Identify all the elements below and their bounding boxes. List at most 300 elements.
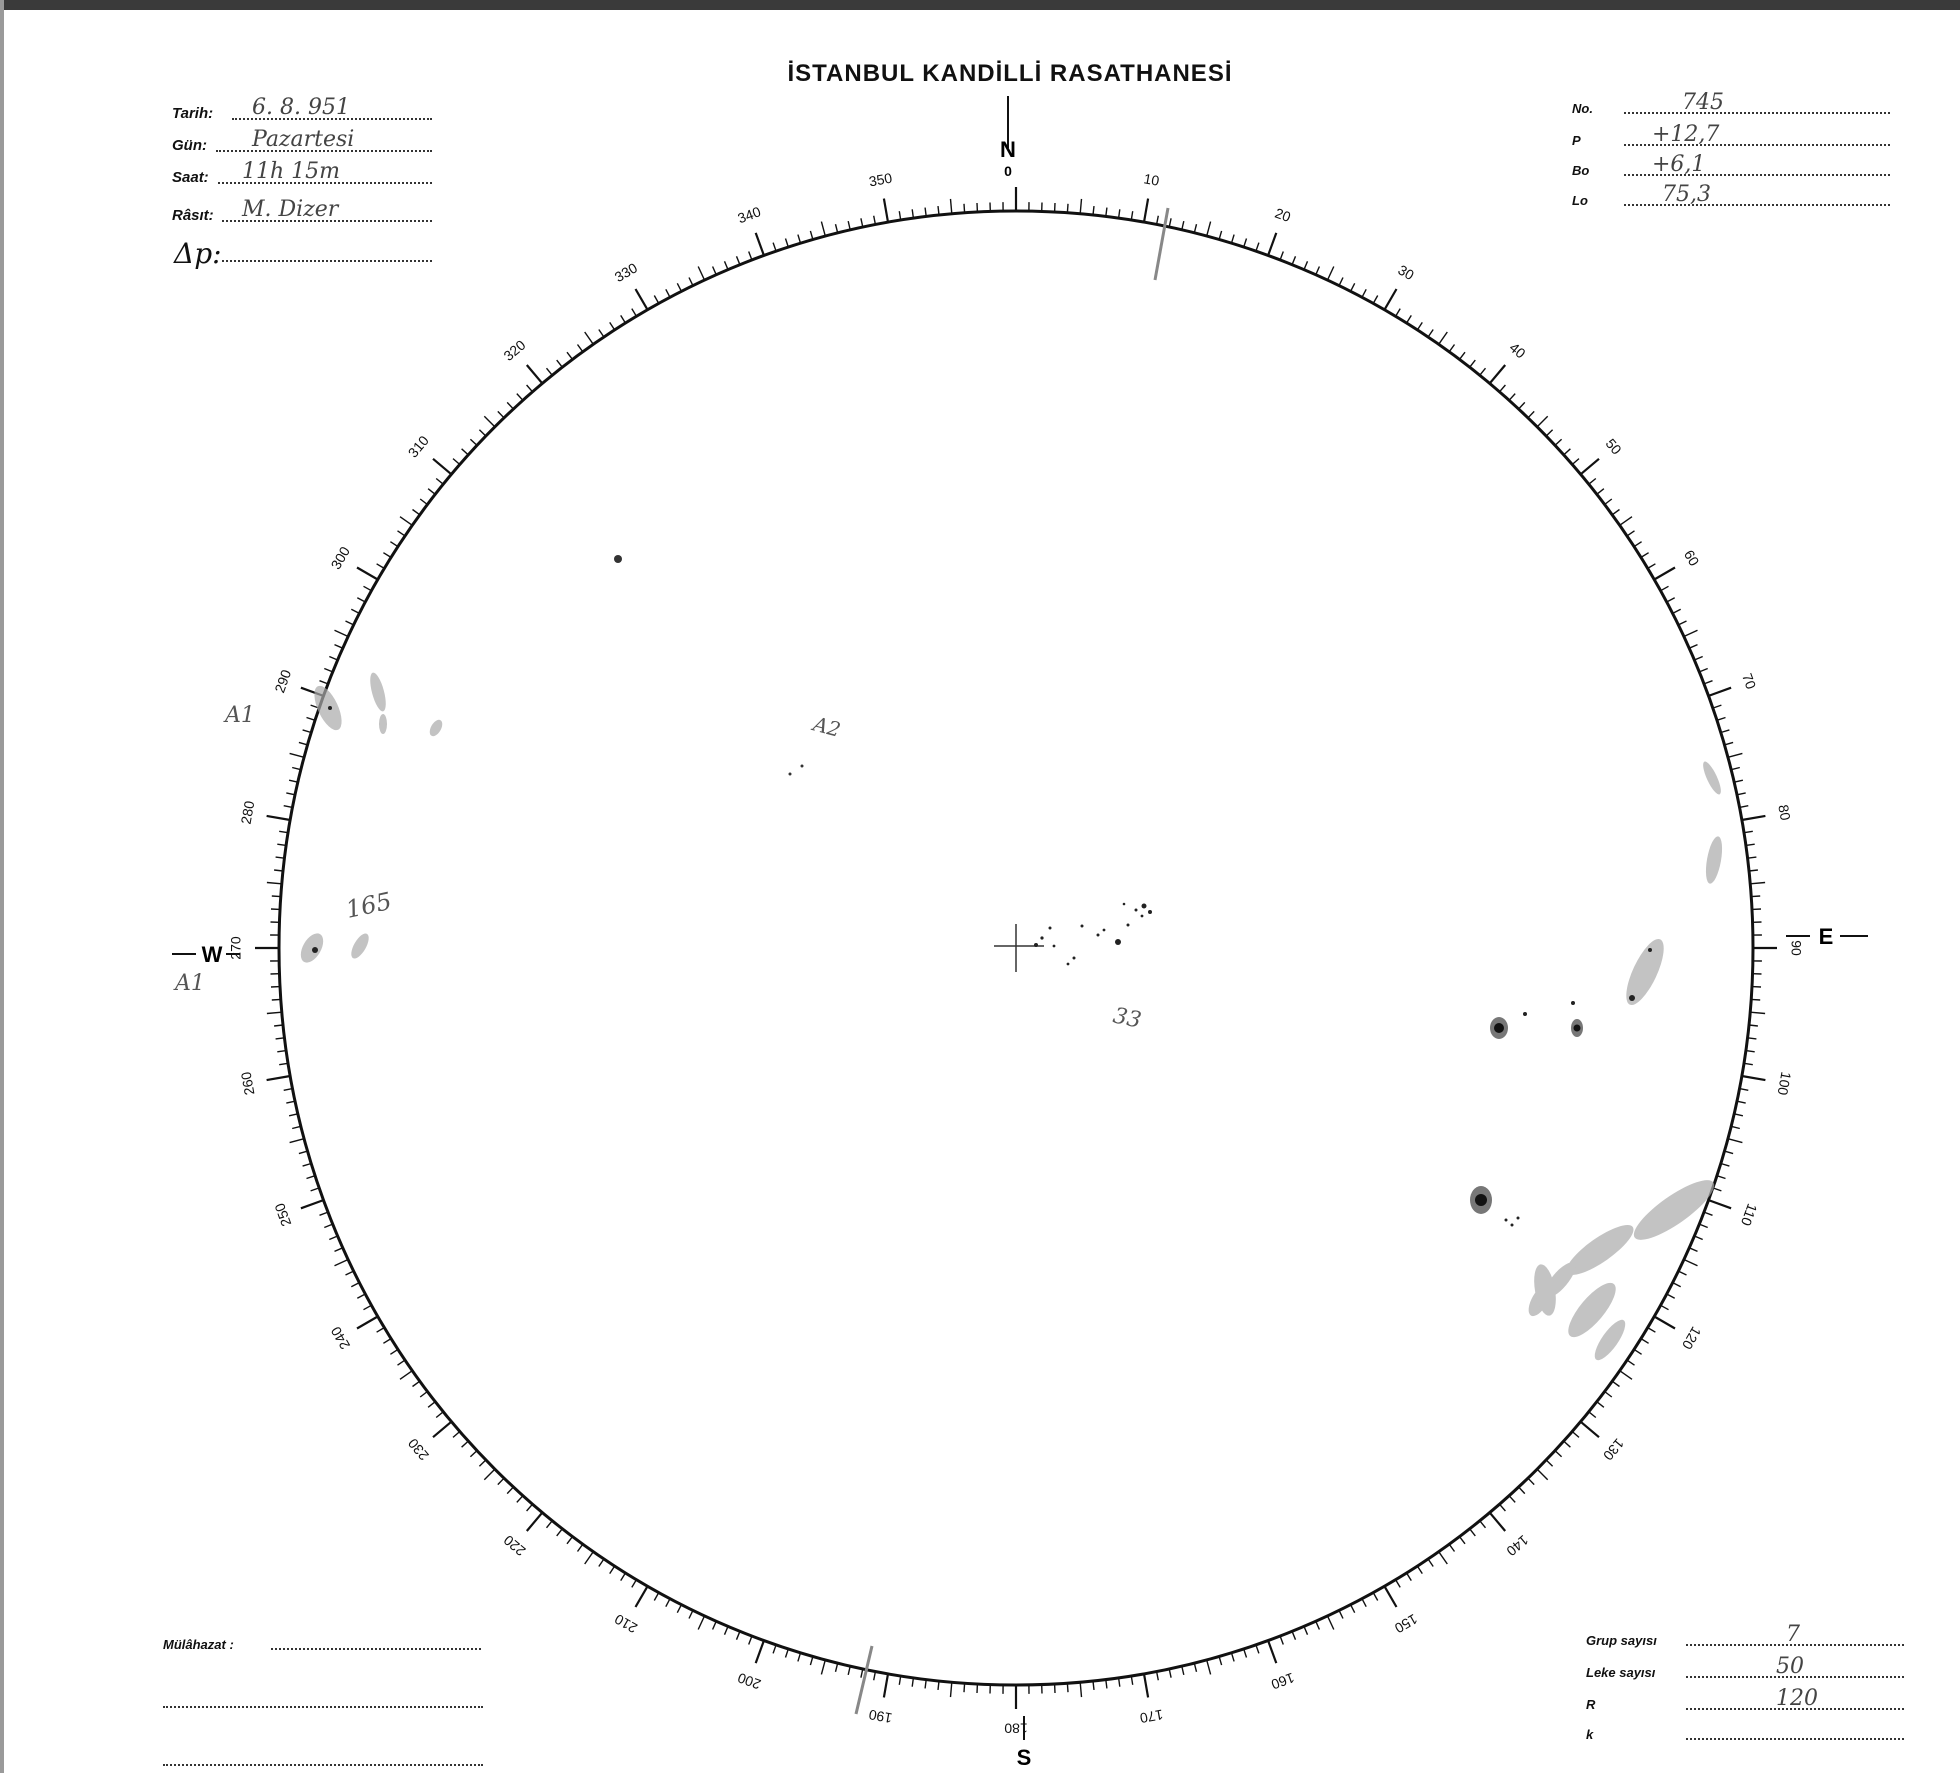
dial-tick	[364, 1305, 372, 1309]
dial-tick	[1678, 621, 1686, 625]
dial-tick	[1144, 1674, 1148, 1698]
dial-tick	[462, 1441, 469, 1447]
dial-tick	[1648, 1328, 1656, 1333]
dial-tick	[1751, 896, 1760, 897]
dial-tick	[1067, 204, 1068, 213]
dial-tick	[1704, 681, 1713, 684]
no-label: No.	[1572, 101, 1593, 116]
leke-value: 50	[1776, 1654, 1804, 1679]
dial-tick	[383, 1339, 391, 1344]
dial-tick	[798, 1653, 801, 1662]
dial-tick	[1564, 1441, 1571, 1447]
dial-tick	[346, 621, 354, 625]
dial-tick	[1546, 430, 1552, 436]
dial-tick	[527, 1513, 543, 1531]
dial-tick	[1620, 517, 1632, 526]
dial-tick	[1268, 1641, 1276, 1664]
dial-tick	[470, 1451, 477, 1457]
dial-tick	[1519, 1487, 1525, 1494]
dial-tick	[585, 332, 594, 344]
dial-tick	[1699, 669, 1707, 672]
dial-tick	[289, 1114, 298, 1116]
dial-tick	[267, 1012, 282, 1013]
dial-label: 160	[1269, 1669, 1297, 1693]
no-value: 745	[1682, 90, 1724, 115]
dial-tick	[527, 365, 543, 383]
dial-tick	[632, 1580, 637, 1588]
dial-tick	[836, 1663, 838, 1672]
dial-tick	[1407, 315, 1412, 323]
dial-tick	[1080, 1682, 1081, 1697]
dial-tick	[1207, 1660, 1211, 1675]
delta-p-label: Δp:	[174, 237, 222, 270]
dial-tick	[1749, 870, 1758, 871]
dial-tick	[1634, 1349, 1642, 1354]
dial-tick	[1362, 1599, 1366, 1607]
dial-tick	[1351, 283, 1355, 291]
dial-tick	[357, 1294, 365, 1298]
dial-label: 10	[1142, 170, 1161, 189]
dial-tick	[377, 1328, 385, 1333]
sunspot-west-upper	[328, 706, 332, 710]
dial-tick	[498, 1478, 504, 1484]
dial-tick	[698, 1616, 704, 1630]
dial-tick	[964, 204, 965, 213]
dial-tick	[1704, 1212, 1713, 1215]
dial-label: 50	[1602, 435, 1625, 458]
dial-tick	[1232, 1653, 1235, 1662]
dial-tick	[1620, 1371, 1632, 1380]
rasit-label: Râsıt:	[172, 207, 214, 224]
dial-tick	[1546, 1460, 1552, 1466]
dial-label: 190	[867, 1706, 894, 1727]
k-label: k	[1586, 1727, 1594, 1742]
dial-tick	[1362, 289, 1366, 297]
dial-tick	[1684, 630, 1698, 636]
p-label: P	[1572, 133, 1581, 148]
dial-tick	[428, 489, 435, 495]
dial-tick	[1304, 1626, 1308, 1634]
dial-tick	[1689, 1248, 1697, 1252]
dial-tick	[320, 681, 329, 684]
dial-tick	[1673, 609, 1681, 613]
dial-tick	[1256, 243, 1259, 252]
dial-tick	[1244, 239, 1247, 248]
dial-tick	[677, 283, 681, 291]
dial-tick	[1373, 296, 1377, 304]
dial-tick	[1316, 267, 1320, 275]
dial-tick	[884, 1674, 888, 1698]
dial-tick	[1731, 768, 1740, 770]
dial-label: 120	[1678, 1324, 1705, 1353]
dial-tick	[773, 243, 776, 252]
pencil-axis-mark-top	[1155, 208, 1168, 280]
dial-tick	[1537, 416, 1548, 427]
dial-tick	[1396, 1580, 1401, 1588]
dial-tick	[267, 816, 291, 820]
dial-tick	[1480, 368, 1486, 375]
dial-tick	[307, 1176, 316, 1179]
dial-tick	[821, 1660, 825, 1675]
dial-tick	[1728, 753, 1743, 757]
dial-tick	[798, 235, 801, 244]
dial-tick	[1612, 1381, 1619, 1386]
dial-tick	[1292, 256, 1295, 264]
dial-tick	[1244, 1649, 1247, 1658]
dial-tick	[1373, 1593, 1377, 1601]
dial-tick	[398, 1360, 406, 1365]
dial-tick	[874, 1672, 876, 1681]
dial-label: 110	[1737, 1201, 1761, 1229]
dial-tick	[1417, 322, 1422, 330]
p-value: +12,7	[1652, 122, 1720, 147]
dial-tick	[1256, 1645, 1259, 1654]
dial-tick	[1470, 360, 1476, 367]
dial-tick	[1734, 1114, 1743, 1116]
dial-tick	[1385, 289, 1397, 310]
east-label: E	[1818, 924, 1834, 949]
dial-tick	[1597, 1402, 1604, 1408]
dial-tick	[299, 742, 308, 745]
saat-label: Saat:	[172, 169, 209, 186]
dial-tick	[324, 669, 332, 672]
dial-tick	[433, 459, 451, 475]
dial-tick	[400, 1371, 412, 1380]
dial-label: 180	[1004, 1720, 1028, 1737]
dial-tick	[383, 553, 391, 558]
dial-tick	[1460, 352, 1466, 359]
dial-tick	[1232, 235, 1235, 244]
r-label: R	[1586, 1697, 1596, 1712]
dial-tick	[557, 1529, 563, 1536]
dial-tick	[848, 221, 850, 230]
dial-tick	[400, 517, 412, 526]
dial-tick	[654, 296, 658, 304]
dial-tick	[1268, 233, 1276, 256]
dial-tick	[951, 1682, 952, 1697]
faculae-east-limb	[1524, 760, 1725, 1365]
dial-tick	[836, 224, 838, 233]
dial-tick	[654, 1593, 658, 1601]
dial-tick	[433, 1422, 451, 1438]
dial-tick	[1717, 718, 1726, 721]
grup-label: Grup sayısı	[1586, 1633, 1657, 1648]
dial-tick	[1751, 999, 1760, 1000]
dial-tick	[1684, 1260, 1698, 1266]
dial-tick	[1717, 1176, 1726, 1179]
dial-tick	[1667, 1294, 1675, 1298]
dial-tick	[1219, 231, 1222, 240]
dial-tick	[507, 1487, 513, 1494]
dial-tick	[636, 1586, 648, 1607]
dial-tick	[1470, 1529, 1476, 1536]
dial-tick	[1678, 1271, 1686, 1275]
dial-tick	[1713, 705, 1722, 708]
annotation-a1-lower: A1	[175, 971, 205, 996]
dial-tick	[1694, 1236, 1702, 1240]
dial-tick	[1439, 1552, 1448, 1564]
dial-label: 90	[1788, 940, 1805, 956]
dial-tick	[453, 459, 460, 465]
dial-tick	[786, 1649, 789, 1658]
dial-tick	[1537, 1469, 1548, 1480]
dial-tick	[1144, 199, 1148, 223]
dial-tick	[1581, 1422, 1599, 1438]
dial-tick	[1605, 499, 1612, 505]
dial-tick	[357, 598, 365, 602]
dial-tick	[1339, 1610, 1343, 1618]
bo-label: Bo	[1572, 163, 1590, 178]
leke-label: Leke sayısı	[1586, 1665, 1656, 1680]
gun-label: Gün:	[172, 137, 207, 154]
dial-tick	[1500, 1504, 1506, 1511]
dial-tick	[329, 1236, 337, 1240]
dial-label: 140	[1503, 1532, 1532, 1560]
dial-label: 330	[611, 259, 640, 286]
dial-tick	[1737, 1101, 1746, 1103]
dial-tick	[390, 1349, 398, 1354]
dial-tick	[1731, 1126, 1740, 1128]
dial-tick	[498, 411, 504, 417]
dial-tick	[1661, 1305, 1669, 1309]
dial-tick	[1749, 1025, 1758, 1026]
dial-tick	[1694, 657, 1702, 661]
dial-tick	[1634, 542, 1642, 547]
dial-tick	[1528, 411, 1534, 417]
dial-tick	[1627, 531, 1635, 536]
dial-label: 100	[1774, 1070, 1795, 1097]
observatory-title: İSTANBUL KANDİLLİ RASATHANESİ	[787, 60, 1233, 87]
dial-tick	[335, 645, 343, 649]
dial-tick	[567, 1537, 573, 1544]
sunspot-isolated-upper-left	[614, 555, 622, 563]
dial-tick	[810, 1656, 813, 1665]
dial-tick	[1528, 1478, 1534, 1484]
dial-tick	[420, 499, 427, 505]
dial-tick	[964, 1683, 965, 1692]
dial-tick	[677, 1605, 681, 1613]
dial-tick	[737, 1631, 740, 1639]
dial-tick	[1605, 1392, 1612, 1398]
dial-tick	[749, 252, 752, 261]
dial-tick	[307, 718, 316, 721]
gun-value: Pazartesi	[252, 127, 355, 152]
dial-tick	[861, 218, 863, 227]
dial-tick	[578, 1544, 583, 1551]
dial-tick	[610, 1566, 615, 1574]
dial-tick	[1654, 1317, 1675, 1329]
dial-tick	[821, 222, 825, 237]
dial-label: 240	[327, 1324, 354, 1353]
dial-tick	[436, 1412, 443, 1418]
dial-tick	[299, 1151, 308, 1154]
dial-tick	[621, 315, 626, 323]
mulahazat-label: Mülâhazat :	[163, 1637, 234, 1652]
dial-tick	[547, 368, 553, 375]
dial-tick	[1572, 1432, 1579, 1438]
dial-tick	[289, 780, 298, 782]
dial-tick	[1417, 1566, 1422, 1574]
dial-tick	[335, 1260, 349, 1266]
dial-tick	[272, 999, 281, 1000]
dial-tick	[1612, 510, 1619, 515]
dial-tick	[1093, 1681, 1094, 1690]
dial-tick	[1080, 199, 1081, 214]
dial-label: 260	[237, 1070, 258, 1097]
dial-tick	[436, 479, 443, 485]
dial-tick	[527, 1504, 533, 1511]
dial-label: 30	[1395, 261, 1417, 284]
dial-tick	[1407, 1573, 1412, 1581]
dial-tick	[1480, 1521, 1486, 1528]
dial-tick	[286, 793, 295, 795]
dial-tick	[1689, 645, 1697, 649]
dial-tick	[390, 542, 398, 547]
dial-tick	[335, 1248, 343, 1252]
saat-value: 11h 15m	[242, 159, 341, 184]
dial-tick	[303, 1164, 312, 1167]
dial-tick	[725, 1626, 729, 1634]
dial-tick	[1194, 1663, 1196, 1672]
dial-tick	[1509, 1496, 1515, 1503]
dial-tick	[351, 609, 359, 613]
annotation-a1-upper: A1	[225, 703, 255, 728]
dial-tick	[284, 1089, 293, 1091]
dial-tick	[1194, 224, 1196, 233]
dial-tick	[517, 1496, 523, 1503]
dial-tick	[810, 231, 813, 240]
dial-tick	[527, 385, 533, 392]
north-label: N	[1000, 137, 1016, 162]
dial-tick	[861, 1669, 863, 1678]
dial-tick	[1589, 1412, 1596, 1418]
dial-tick	[324, 1224, 332, 1227]
dial-tick	[1428, 330, 1433, 338]
dial-tick	[698, 267, 704, 281]
dial-tick	[689, 1610, 693, 1618]
bo-value: +6,1	[1652, 152, 1706, 177]
dial-tick	[1667, 598, 1675, 602]
dial-tick	[1439, 332, 1448, 344]
dial-tick	[311, 1188, 320, 1191]
dial-label: 220	[500, 1532, 529, 1560]
dial-tick	[1564, 449, 1571, 455]
dial-tick	[632, 309, 637, 317]
lo-label: Lo	[1572, 193, 1588, 208]
dial-tick	[1093, 206, 1094, 215]
dial-tick	[479, 1460, 485, 1466]
dial-tick	[737, 256, 740, 264]
dial-tick	[1219, 1656, 1222, 1665]
dial-tick	[484, 416, 495, 427]
dial-tick	[1157, 216, 1159, 225]
dial-tick	[1709, 1200, 1732, 1208]
dial-tick	[1713, 1188, 1722, 1191]
dial-tick	[290, 1139, 305, 1143]
dial-tick	[364, 586, 372, 590]
dial-label: 310	[404, 432, 432, 461]
dial-label: 130	[1600, 1435, 1628, 1464]
dial-tick	[567, 352, 573, 359]
zero-mark-label: 0	[1004, 163, 1012, 179]
dial-tick	[398, 531, 406, 536]
dial-tick	[1328, 1616, 1334, 1630]
dial-tick	[428, 1402, 435, 1408]
dial-tick	[1182, 221, 1184, 230]
dial-tick	[507, 402, 513, 409]
dial-tick	[290, 753, 305, 757]
dial-tick	[1460, 1537, 1466, 1544]
dial-tick	[938, 206, 939, 215]
dial-tick	[636, 289, 648, 310]
dial-tick	[453, 1432, 460, 1438]
dial-tick	[1292, 1631, 1295, 1639]
dial-tick	[713, 1621, 717, 1629]
dial-tick	[346, 1271, 354, 1275]
dial-tick	[1597, 489, 1604, 495]
dial-label: 20	[1272, 204, 1293, 225]
dial-tick	[1428, 1559, 1433, 1567]
dial-tick	[1207, 222, 1211, 237]
dial-tick	[1555, 1451, 1562, 1457]
dial-tick	[1555, 439, 1562, 445]
dial-tick	[1490, 365, 1506, 383]
dial-tick	[786, 239, 789, 248]
dial-label: 210	[611, 1610, 640, 1637]
dial-tick	[1648, 564, 1656, 569]
dial-label: 290	[271, 667, 295, 695]
dial-tick	[689, 278, 693, 286]
dial-tick	[1067, 1683, 1068, 1692]
dial-label: 300	[327, 543, 354, 572]
dial-tick	[1724, 1151, 1733, 1154]
dial-label: 170	[1138, 1706, 1165, 1727]
sunspot-group-a2	[789, 765, 804, 776]
dial-tick	[1572, 459, 1579, 465]
dial-tick	[462, 449, 469, 455]
dial-label: 350	[867, 169, 894, 190]
tarih-value: 6. 8. 951	[252, 95, 350, 120]
sunspot-group-center	[1034, 903, 1152, 966]
dial-tick	[329, 657, 337, 661]
dial-tick	[578, 345, 583, 352]
dial-tick	[267, 883, 282, 884]
sunspot-west-limb	[312, 947, 318, 953]
dial-label: 250	[271, 1201, 295, 1229]
dial-tick	[357, 1317, 378, 1329]
dial-tick	[517, 394, 523, 401]
dial-tick	[1699, 1224, 1707, 1227]
annotation-a2: A2	[810, 711, 844, 742]
dial-tick	[756, 233, 764, 256]
dial-tick	[284, 806, 293, 808]
dial-tick	[1627, 1360, 1635, 1365]
faculae-west-limb	[296, 671, 445, 966]
dial-tick	[1500, 385, 1506, 392]
dial-tick	[1280, 252, 1283, 261]
dial-tick	[320, 1212, 329, 1215]
dial-tick	[1721, 730, 1730, 733]
dial-tick	[585, 1552, 594, 1564]
dial-tick	[1396, 309, 1401, 317]
dial-tick	[756, 1641, 764, 1664]
dial-tick	[484, 1469, 495, 1480]
dial-tick	[1661, 586, 1669, 590]
dial-tick	[749, 1636, 752, 1645]
lo-value: 75,3	[1662, 182, 1711, 207]
tarih-label: Tarih:	[172, 105, 214, 122]
dial-tick	[1169, 1669, 1171, 1678]
